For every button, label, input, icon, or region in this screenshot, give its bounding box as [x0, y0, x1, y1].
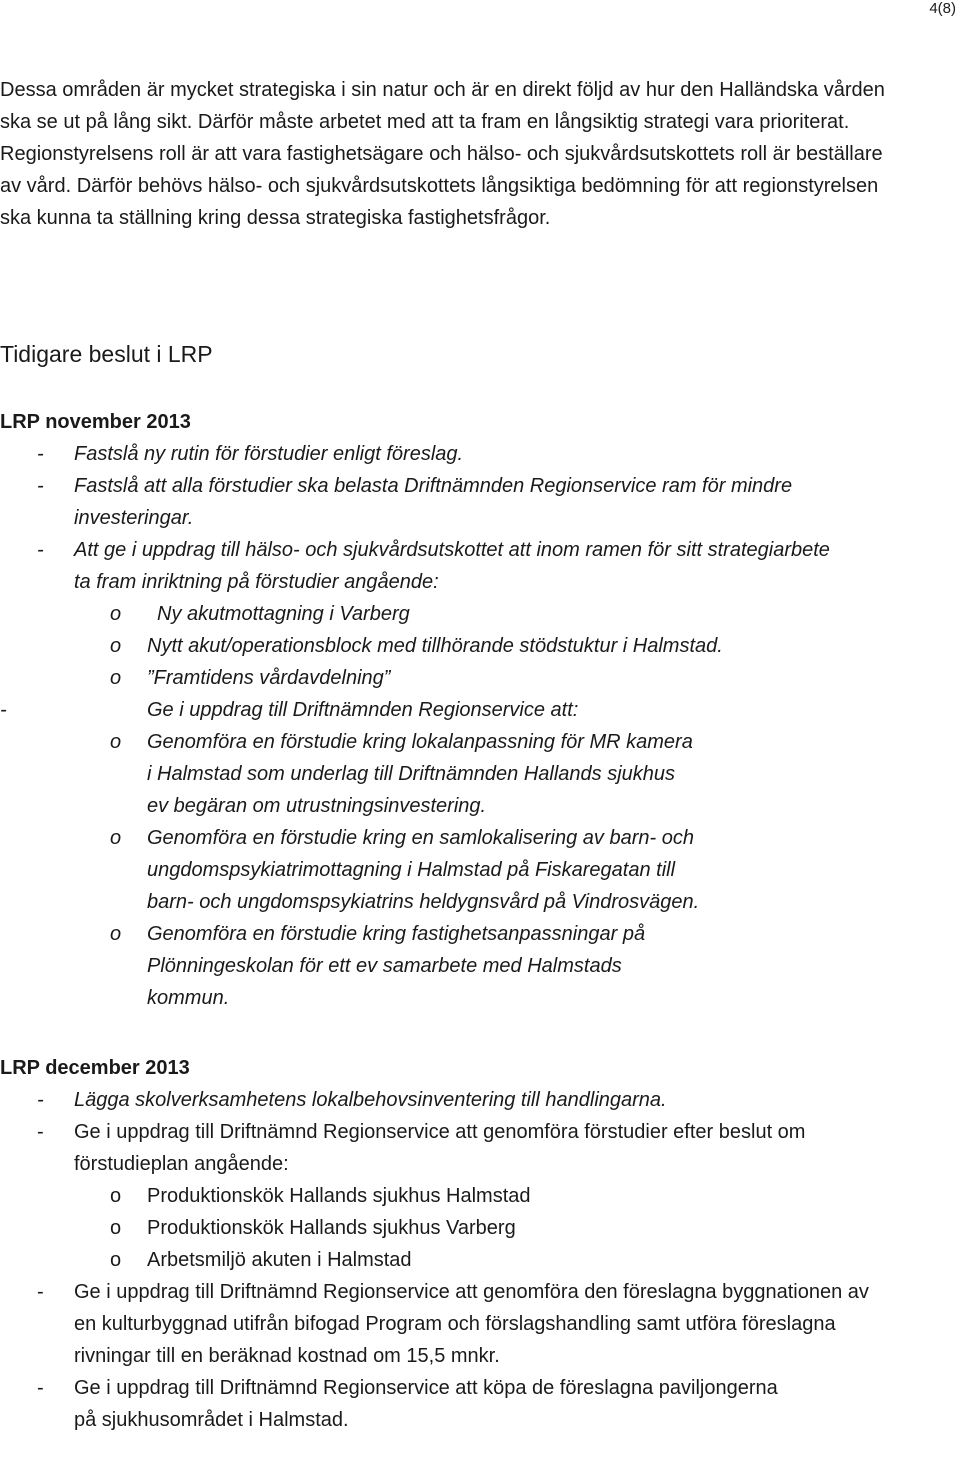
- nov-bullet-1-text: Fastslå ny rutin för förstudier enligt föreslag.: [74, 443, 464, 465]
- dec-bullet-4-text: Ge i uppdrag till Driftnämnd Regionservice att köpa de föreslagna paviljongerna på sjukhusområdet i Halmstad.: [74, 1377, 778, 1431]
- sub-item-text: Genomföra en förstudie kring fastighetsanpassningar på Plönningeskolan för ett ev samarbete med Halmstads kommun.: [147, 923, 646, 1009]
- nov-bullet-4-sub-3: [0, 918, 958, 1014]
- dash-marker: -: [37, 1089, 44, 1111]
- nov-bullet-3-sub-2: [0, 630, 958, 662]
- dec-bullet-1: [0, 1084, 958, 1116]
- dec-bullet-2: [0, 1116, 958, 1180]
- dash-marker: -: [37, 1281, 44, 1303]
- lrp-november-heading: LRP november 2013: [0, 411, 191, 433]
- sub-item-text: Ny akutmottagning i Varberg: [157, 603, 410, 625]
- dec-bullet-2-sub-1: [0, 1180, 958, 1212]
- circle-marker: o: [110, 827, 122, 849]
- circle-marker: o: [110, 1217, 122, 1239]
- intro-paragraph: Dessa områden är mycket strategiska i sin natur och är en direkt följd av hur den Halländska vården ska se ut på lång sikt. Därför måste arbetet med att ta fram en långsiktig strategi vara prioriterat. Regionstyrelsens roll är att vara fastighetsägare och hälso- och sjukvårdsutskottets roll är beställare av vård. Därför behövs hälso- och sjukvårdsutskottets långsiktiga bedömning för att regionstyrelsen ska kunna ta ställning kring dessa strategiska fastighetsfrågor.: [0, 79, 885, 229]
- dash-marker: -: [37, 539, 44, 561]
- circle-marker: o: [110, 1185, 122, 1207]
- sub-item-text: Produktionskök Hallands sjukhus Varberg: [147, 1217, 516, 1239]
- circle-marker: o: [110, 603, 122, 625]
- dash-marker: -: [37, 1121, 44, 1143]
- dec-bullet-4: [0, 1372, 958, 1436]
- nov-bullet-3-sub-3: [0, 662, 958, 694]
- circle-marker: o: [110, 923, 122, 945]
- sub-item-text: Arbetsmiljö akuten i Halmstad: [147, 1249, 412, 1271]
- dash-marker: -: [37, 1377, 44, 1399]
- nov-bullet-2-text: Fastslå att alla förstudier ska belasta Driftnämnden Regionservice ram för mindre investeringar.: [74, 475, 793, 529]
- lrp-december-heading: LRP december 2013: [0, 1057, 190, 1079]
- sub-item-text: ”Framtidens vårdavdelning”: [147, 667, 391, 689]
- nov-bullet-4-text: Ge i uppdrag till Driftnämnden Regionservice att:: [147, 699, 579, 721]
- circle-marker: o: [110, 1249, 122, 1271]
- nov-bullet-4: [0, 694, 958, 726]
- dec-bullet-3-text: Ge i uppdrag till Driftnämnd Regionservice att genomföra den föreslagna byggnationen av en kulturbyggnad utifrån bifogad Program och förslagshandling samt utföra föreslagna rivningar till en beräknad kostnad om 15,5 mnkr.: [74, 1281, 869, 1367]
- sub-item-text: Genomföra en förstudie kring lokalanpassning för MR kamera i Halmstad som underlag till Driftnämnden Hallands sjukhus ev begäran om utrustningsinvestering.: [147, 731, 693, 817]
- nov-bullet-2: [0, 470, 958, 534]
- section-title: Tidigare beslut i LRP: [0, 341, 213, 367]
- nov-bullet-4-sub-2: [0, 822, 958, 918]
- dash-marker: -: [37, 443, 44, 465]
- nov-bullet-3: [0, 534, 958, 598]
- circle-marker: o: [110, 667, 122, 689]
- dec-bullet-2-sub-3: [0, 1244, 958, 1276]
- nov-bullet-3-text: Att ge i uppdrag till hälso- och sjukvårdsutskottet att inom ramen för sitt strategiarbete ta fram inriktning på förstudier angående:: [74, 539, 830, 593]
- nov-bullet-4-sub-1: [0, 726, 958, 822]
- nov-bullet-3-sub-1: [0, 598, 958, 630]
- circle-marker: o: [110, 731, 122, 753]
- sub-item-text: Nytt akut/operationsblock med tillhörande stödstuktur i Halmstad.: [147, 635, 723, 657]
- dec-bullet-2-sub-2: [0, 1212, 958, 1244]
- dash-marker: -: [37, 475, 44, 497]
- circle-marker: o: [110, 635, 122, 657]
- dec-bullet-3: [0, 1276, 958, 1372]
- document-body: [0, 74, 958, 234]
- lrp-november-section: [0, 406, 958, 1014]
- page-number: 4(8): [929, 0, 956, 17]
- sub-item-text: Produktionskök Hallands sjukhus Halmstad: [147, 1185, 531, 1207]
- dash-marker: -: [0, 699, 7, 721]
- sub-item-text: Genomföra en förstudie kring en samlokalisering av barn- och ungdomspsykiatrimottagning i Halmstad på Fiskaregatan till barn- och ungdomspsykiatrins heldygnsvård på Vindrosvägen.: [147, 827, 700, 913]
- lrp-december-section: [0, 1052, 958, 1436]
- dec-bullet-2-text: Ge i uppdrag till Driftnämnd Regionservice att genomföra förstudier efter beslut om förstudieplan angående:: [74, 1121, 806, 1175]
- nov-bullet-1: [0, 438, 958, 470]
- dec-bullet-1-text: Lägga skolverksamhetens lokalbehovsinventering till handlingarna.: [74, 1089, 667, 1111]
